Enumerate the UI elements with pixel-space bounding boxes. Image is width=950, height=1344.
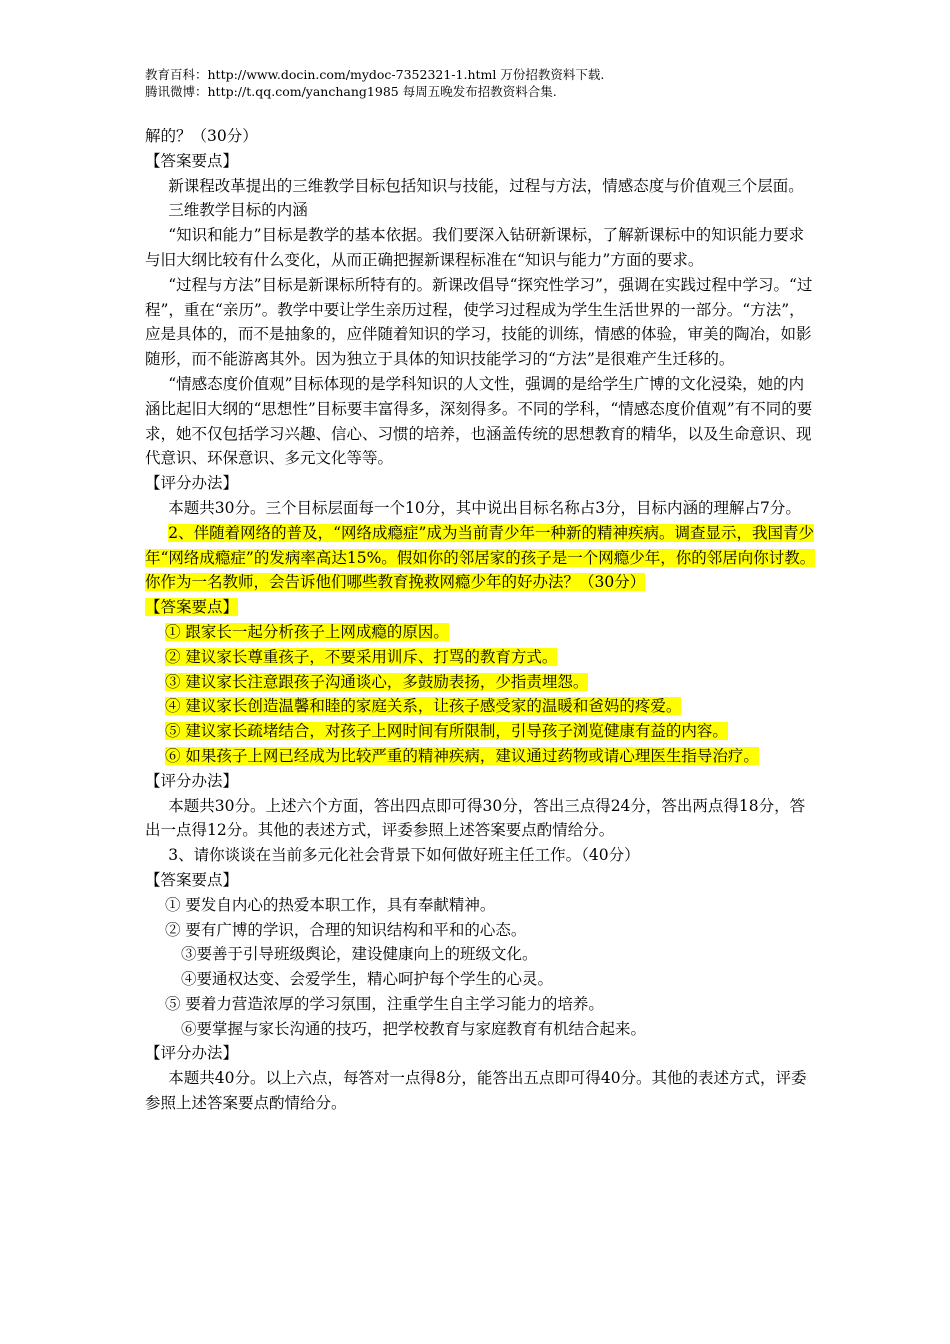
q3-scoring-text: 本题共40分。以上六点，每答对一点得8分，能答出五点即可得40分。其他的表述方式，评委参照上述答案要点酌情给分。 [145,1069,807,1113]
q2-point-3 [145,670,817,695]
q2-point-4 [145,694,817,719]
q2-point-4-text: ④ 建议家长创造温馨和睦的家庭关系，让孩子感受家的温暖和爸妈的疼爱。 [165,697,682,716]
q2-question [145,521,817,595]
q2-point-3-text: ③ 建议家长注意跟孩子沟通谈心，多鼓励表扬，少指责埋怨。 [165,672,589,691]
q2-scoring-heading: 【评分办法】 [145,771,239,790]
q3-point-5: ⑤ 要着力营造浓厚的学习氛围，注重学生自主学习能力的培养。 [165,994,604,1013]
q3-answer-heading: 【答案要点】 [145,870,239,889]
header-weibo-line: 腾讯微博：http://t.qq.com/yanchang1985 每周五晚发布招教资料合集. [145,84,557,99]
q2-point-6 [145,744,817,769]
q2-point-2-text: ② 建议家长尊重孩子，不要采用训斥、打骂的教育方式。 [165,647,558,666]
q3-point-2: ② 要有广博的学识，合理的知识结构和平和的心态。 [165,920,527,939]
q2-point-2 [145,645,817,670]
q3-scoring-heading: 【评分办法】 [145,1044,239,1063]
q1-answer-heading: 【答案要点】 [145,151,239,170]
q2-point-1-text: ① 跟家长一起分析孩子上网成瘾的原因。 [165,622,449,641]
q1-emotion-paragraph: “情感态度价值观”目标体现的是学科知识的人文性，强调的是给学生广博的文化浸染，她的内涵比起旧大纲的“思想性”目标要丰富得多，深刻得多。不同的学科，“情感态度价值观”有不同的要求，她不仅包括学习兴趣、信心、习惯的培养，也涵盖传统的思想教育的精华，以及生命意识、现代意识、环保意识、多元文化等等。 [145,374,813,468]
q3-point-4: ④要通权达变、会爱学生，精心呵护每个学生的心灵。 [181,970,554,989]
q2-scoring-text: 本题共30分。上述六个方面，答出四点即可得30分，答出三点得24分，答出两点得18分，答出一点得12分。其他的表述方式，评委参照上述答案要点酌情给分。 [145,796,806,840]
q3-point-1: ① 要发自内心的热爱本职工作，具有奉献精神。 [165,895,496,914]
q2-point-5-text: ⑤ 建议家长疏堵结合，对孩子上网时间有所限制，引导孩子浏览健康有益的内容。 [165,722,728,741]
q2-answer-heading-line [145,595,817,620]
q1-subheading: 三维教学目标的内涵 [168,201,308,220]
q2-point-6-text: ⑥ 如果孩子上网已经成为比较严重的精神疾病，建议通过药物或请心理医生指导治疗。 [165,746,759,765]
q3-question: 3、请你谈谈在当前多元化社会背景下如何做好班主任工作。（40分） [168,846,640,865]
q3-point-6: ⑥要掌握与家长沟通的技巧，把学校教育与家庭教育有机结合起来。 [181,1019,647,1038]
page-header [145,66,845,100]
document-body [145,124,817,1116]
q1-intro-paragraph: 新课程改革提出的三维教学目标包括知识与技能，过程与方法，情感态度与价值观三个层面。 [168,176,804,195]
q2-point-5 [145,719,817,744]
header-docin-line: 教育百科：http://www.docin.com/mydoc-7352321-1.html 万份招教资料下载. [145,67,605,82]
q1-question-tail: 解的？（30分） [145,127,258,145]
q1-knowledge-paragraph: “知识和能力”目标是教学的基本依据。我们要深入钻研新课标，了解新课标中的知识能力要求与旧大纲比较有什么变化，从而正确把握新课程标准在“知识与能力”方面的要求。 [145,226,805,269]
q1-scoring-heading: 【评分办法】 [145,474,239,493]
q1-scoring-text: 本题共30分。三个目标层面每一个10分，其中说出目标名称占3分，目标内涵的理解占7分。 [168,498,801,517]
q2-point-1 [145,620,817,645]
q1-process-paragraph: “过程与方法”目标是新课标所特有的。新课改倡导“探究性学习”，强调在实践过程中学习。“过程”，重在“亲历”。教学中要让学生亲历过程，使学习过程成为学生生活世界的一部分。“方法”，应是具体的，而不是抽象的，应伴随着知识的学习，技能的训练，情感的体验，审美的陶冶，如影随形，而不能游离其外。因为独立于具体的知识技能学习的“方法”是很难产生迁移的。 [145,275,813,369]
q2-answer-heading: 【答案要点】 [145,598,239,617]
q2-question-text: 2、伴随着网络的普及，“网络成瘾症”成为当前青少年一种新的精神疾病。调查显示，我国青少年“网络成瘾症”的发病率高达15%。假如你的邻居家的孩子是一个网瘾少年，你的邻居向你讨教。你作为一名教师，会告诉他们哪些教育挽救网瘾少年的好办法？（30分） [145,523,816,592]
q3-point-3: ③要善于引导班级舆论，建设健康向上的班级文化。 [181,945,538,964]
